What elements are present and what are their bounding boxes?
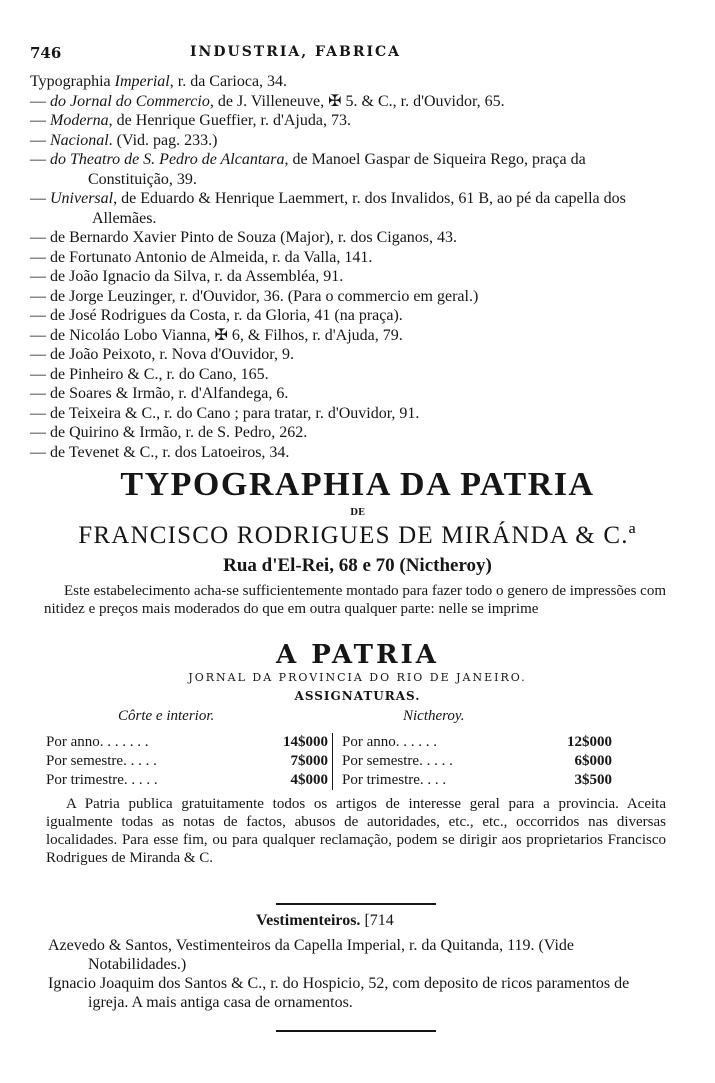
rate-price: 4$000	[290, 772, 328, 788]
list-item: — de Nicoláo Lobo Vianna, ✠ 6, & Filhos, r. d'Ajuda, 79.	[30, 326, 403, 344]
column-heading-nictheroy: Nictheroy.	[403, 708, 465, 724]
list-item: — de João Peixoto, r. Nova d'Ouvidor, 9.	[30, 346, 294, 363]
table-row	[46, 752, 332, 771]
list-item: Ignacio Joaquim dos Santos & C., r. do Hospicio, 52, com deposito de ricos paramentos de igreja. A mais antiga casa de ornamentos.	[48, 975, 630, 1011]
list-item: — de Fortunato Antonio de Almeida, r. da Valla, 141.	[30, 248, 373, 266]
section-divider	[276, 1030, 436, 1032]
rate-price: 3$500	[574, 772, 612, 788]
list-item: — de José Rodrigues da Costa, r. da Gloria, 41 (na praça).	[30, 307, 403, 324]
table-row	[46, 771, 332, 790]
list-item: Azevedo & Santos, Vestimenteiros da Capella Imperial, r. da Quitanda, 119. (Vide Notabilidades.)	[48, 937, 575, 973]
rate-label: Por semestre. . . . .	[342, 753, 453, 769]
list-item: — de Jorge Leuzinger, r. d'Ouvidor, 36. (Para o commercio em geral.)	[30, 287, 479, 305]
rate-label: Por semestre. . . . .	[46, 753, 157, 769]
running-title: INDUSTRIA, FABRICA	[190, 44, 402, 60]
list-item: — de Teixeira & C., r. do Cano ; para tratar, r. d'Ouvidor, 91.	[30, 404, 420, 422]
rate-label: Por trimestre. . . . .	[46, 772, 158, 788]
column-heading-corte: Côrte e interior.	[118, 708, 215, 724]
table-row	[342, 771, 612, 790]
list-item: — de Quirino & Irmão, r. de S. Pedro, 262.	[30, 424, 308, 441]
rate-price: 12$000	[567, 734, 612, 750]
ad-title: TYPOGRAPHIA DA PATRIA	[120, 466, 595, 503]
list-item: — Universal, de Eduardo & Henrique Laemmert, r. dos Invalidos, 61 B, ao pé da capella dos Allemães.	[30, 190, 626, 227]
rates-nictheroy	[342, 733, 612, 790]
rate-label: Por anno. . . . . .	[342, 734, 437, 750]
rate-label: Por trimestre. . . .	[342, 772, 447, 788]
vestimenteiros-listing	[48, 936, 668, 1012]
rates-corte	[46, 733, 333, 790]
section-title: Vestimenteiros.	[256, 912, 361, 929]
typographia-listing	[30, 72, 670, 462]
list-item: — do Jornal do Commercio, de J. Villeneuve, ✠ 5. & C., r. d'Ouvidor, 65.	[30, 92, 505, 110]
rate-price: 6$000	[574, 753, 612, 769]
subscriptions-heading: ASSIGNATURAS.	[294, 689, 421, 703]
section-reference: [714	[364, 912, 394, 929]
section-divider	[276, 903, 436, 905]
list-item: — de Pinheiro & C., r. do Cano, 165.	[30, 365, 269, 383]
list-item: Typographia Imperial, r. da Carioca, 34.	[30, 73, 288, 90]
table-row	[46, 733, 332, 752]
page-header	[30, 44, 630, 68]
list-item: — do Theatro de S. Pedro de Alcantara, de Manoel Gaspar de Siqueira Rego, praça da Constituição, 39.	[30, 151, 586, 188]
list-item: — Moderna, de Henrique Gueffier, r. d'Ajuda, 73.	[30, 112, 351, 129]
ad-description: Este estabelecimento acha-se sufficientemente montado para fazer todo o genero de impressões com nitidez e preços mais moderados do que em outra qualquer parte: nelle se imprime	[44, 583, 666, 617]
newspaper-title: A PATRIA	[276, 640, 439, 670]
list-item: — de Soares & Irmão, r. d'Alfandega, 6.	[30, 385, 289, 402]
rate-label: Por anno. . . . . . .	[46, 734, 149, 750]
section-heading	[256, 912, 394, 930]
list-item: — Nacional. (Vid. pag. 233.)	[30, 131, 218, 149]
page-number: 746	[30, 44, 62, 62]
list-item: — de João Ignacio da Silva, r. da Assembléa, 91.	[30, 268, 344, 285]
ad-notice: A Patria publica gratuitamente todos os artigos de interesse geral para a provincia. Aceita igualmente todas as notas de factos, abusos de autoridades, etc., etc., occorridos nas diversas localidades. Para esse fim, ou para qualquer reclamação, podem se dirigir aos proprietarios Francisco Rodrigues de Miranda & C.	[46, 796, 666, 866]
ad-de: DE	[350, 508, 365, 518]
table-row	[342, 752, 612, 771]
list-item: — de Tevenet & C., r. dos Latoeiros, 34.	[30, 443, 290, 461]
ad-owner: FRANCISCO RODRIGUES DE MIRÁNDA & C.ª	[78, 522, 637, 549]
newspaper-subtitle: JORNAL DA PROVINCIA DO RIO DE JANEIRO.	[188, 671, 527, 684]
list-item: — de Bernardo Xavier Pinto de Souza (Major), r. dos Ciganos, 43.	[30, 229, 458, 246]
table-row	[342, 733, 612, 752]
rate-price: 14$000	[283, 734, 328, 750]
rate-price: 7$000	[290, 753, 328, 769]
ad-address: Rua d'El-Rei, 68 e 70 (Nictheroy)	[223, 555, 492, 576]
